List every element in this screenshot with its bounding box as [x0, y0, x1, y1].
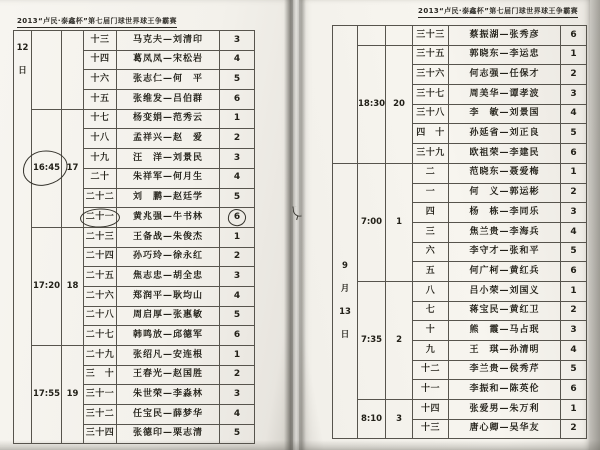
time-cell: 17:55	[32, 346, 62, 444]
round-number-cell: 18	[62, 227, 84, 345]
match-number-cell: 三十一	[84, 385, 117, 405]
pairing-cell: 张维发—吕伯群	[117, 90, 220, 110]
pairing-cell: 何 义—郭运彬	[449, 183, 561, 203]
date-line: 日	[18, 66, 27, 76]
match-number-cell: 三 十	[84, 365, 117, 385]
pairing-cell: 周启厚—张惠敏	[117, 306, 220, 326]
court-number-cell: 1	[561, 400, 587, 420]
court-number-cell: 2	[561, 65, 587, 85]
court-number-cell: 2	[220, 247, 255, 267]
match-number-cell: 二	[413, 163, 449, 183]
time-cell	[32, 31, 62, 110]
court-number-cell: 3	[220, 267, 255, 287]
pairing-cell: 李守才—张和平	[449, 242, 561, 262]
date-line: 月	[340, 284, 350, 295]
round-number-cell: 1	[386, 163, 413, 281]
time-cell: 16:45	[32, 109, 62, 227]
schedule-table-right	[332, 25, 587, 439]
court-number-cell: 2	[561, 183, 587, 203]
pairing-cell: 焦兰贵—李海兵	[449, 222, 561, 242]
round-number-cell: 17	[62, 109, 84, 227]
pairing-cell: 蒋宝民—黄红卫	[449, 301, 561, 321]
pairing-cell: 孙延省—刘正良	[449, 124, 561, 144]
court-number-cell: 1	[220, 227, 255, 247]
round-number-cell	[386, 26, 413, 46]
court-number-cell: 4	[220, 168, 255, 188]
pairing-cell: 吕小荣—刘国义	[449, 281, 561, 301]
pairing-cell: 李兰贵—侯秀芹	[449, 360, 561, 380]
pairing-cell: 欧祖荣—李建民	[449, 144, 561, 164]
round-number-cell: 3	[386, 400, 413, 439]
match-number-cell: 三十六	[413, 65, 449, 85]
schedule-table-left-body	[14, 31, 255, 444]
match-number-cell: 八	[413, 281, 449, 301]
court-number-cell: 4	[561, 222, 587, 242]
match-number-cell: 三	[413, 222, 449, 242]
pairing-cell: 杨 栋—李同乐	[449, 203, 561, 223]
match-number-cell: 二十四	[84, 247, 117, 267]
match-number-cell: 六	[413, 242, 449, 262]
pairing-cell: 周美华—谭孝波	[449, 85, 561, 105]
pairing-cell: 张志仁—何 平	[117, 70, 220, 90]
court-number-cell: 3	[561, 321, 587, 341]
schedule-row	[333, 400, 587, 420]
pairing-cell: 熊 霞—马占珉	[449, 321, 561, 341]
match-number-cell: 二十一	[84, 208, 117, 228]
pairing-cell: 杨变娟—范秀云	[117, 109, 220, 129]
match-number-cell: 十五	[84, 90, 117, 110]
court-number-cell: 2	[220, 129, 255, 149]
court-number-cell: 4	[561, 104, 587, 124]
round-number-cell: 19	[62, 346, 84, 444]
match-number-cell: 二十六	[84, 286, 117, 306]
match-number-cell: 九	[413, 341, 449, 361]
pairing-cell: 范晓东—聂爱梅	[449, 163, 561, 183]
court-number-cell: 3	[220, 385, 255, 405]
court-number-cell: 6	[561, 144, 587, 164]
pairing-cell: 任宝民—薛梦华	[117, 405, 220, 425]
schedule-row	[14, 346, 255, 366]
time-cell: 7:35	[358, 281, 386, 399]
page-left	[0, 0, 293, 450]
court-number-cell: 6	[561, 26, 587, 46]
round-number-cell: 20	[386, 45, 413, 163]
pairing-cell: 何志强—任保才	[449, 65, 561, 85]
match-number-cell: 三十五	[413, 45, 449, 65]
court-number-cell: 4	[561, 341, 587, 361]
match-number-cell: 十	[413, 321, 449, 341]
court-number-cell: 2	[220, 365, 255, 385]
court-number-cell: 1	[561, 45, 587, 65]
match-number-cell: 三十四	[84, 424, 117, 444]
pairing-cell: 张爱男—朱万利	[449, 400, 561, 420]
schedule-table-right-body	[333, 26, 587, 439]
pairing-cell: 马克夫—刘清印	[117, 31, 220, 51]
schedule-row	[333, 26, 587, 46]
pairing-cell: 郑润平—耿均山	[117, 286, 220, 306]
pairing-cell: 张德印—栗志清	[117, 424, 220, 444]
pairing-cell: 朱祥军—何月生	[117, 168, 220, 188]
court-number-cell: 3	[220, 149, 255, 169]
time-cell: 18:30	[358, 45, 386, 163]
court-number-cell: 1	[561, 281, 587, 301]
match-number-cell: 二十三	[84, 227, 117, 247]
court-number-cell: 4	[220, 286, 255, 306]
court-number-cell: 3	[561, 85, 587, 105]
pairing-cell: 韩鸣放—邱德军	[117, 326, 220, 346]
schedule-table-left	[13, 30, 255, 444]
page-header-left: 2013“卢民·泰鑫杯”第七届门球世界球王争霸赛	[17, 16, 177, 28]
time-cell: 17:20	[32, 227, 62, 345]
schedule-row	[333, 45, 587, 65]
court-number-cell: 5	[220, 70, 255, 90]
date-cell	[333, 26, 358, 164]
court-number-cell: 6	[561, 262, 587, 282]
court-number-cell: 5	[220, 306, 255, 326]
pen-mark	[292, 206, 301, 218]
pairing-cell: 焦志忠—胡全忠	[117, 267, 220, 287]
court-number-cell: 5	[220, 424, 255, 444]
court-number-cell: 5	[561, 360, 587, 380]
court-number-cell: 6	[220, 208, 255, 228]
match-number-cell: 二十八	[84, 306, 117, 326]
date-cell	[333, 163, 358, 439]
court-number-cell: 2	[561, 301, 587, 321]
pairing-cell: 孙巧玲—徐永红	[117, 247, 220, 267]
pairing-cell: 黄兆强—牛书林	[117, 208, 220, 228]
pairing-cell: 汪 洋—刘景民	[117, 149, 220, 169]
schedule-row	[14, 227, 255, 247]
pairing-cell: 王 琪—孙清明	[449, 341, 561, 361]
date-line: 13	[339, 307, 351, 318]
match-number-cell: 十四	[84, 50, 117, 70]
match-number-cell: 三十九	[413, 144, 449, 164]
match-number-cell: 五	[413, 262, 449, 282]
court-number-cell: 3	[561, 203, 587, 223]
time-cell: 8:10	[358, 400, 386, 439]
court-number-cell: 3	[220, 31, 255, 51]
pairing-cell: 孟祥兴—赵 爱	[117, 129, 220, 149]
schedule-row	[333, 163, 587, 183]
date-line: 日	[340, 330, 350, 341]
time-cell	[358, 26, 386, 46]
match-number-cell: 二十七	[84, 326, 117, 346]
court-number-cell: 4	[220, 405, 255, 425]
schedule-row	[14, 109, 255, 129]
court-number-cell: 1	[220, 109, 255, 129]
match-number-cell: 二十五	[84, 267, 117, 287]
match-number-cell: 七	[413, 301, 449, 321]
court-number-cell: 6	[220, 90, 255, 110]
match-number-cell: 二十九	[84, 346, 117, 366]
pairing-cell: 王备战—朱俊杰	[117, 227, 220, 247]
date-line: 9	[342, 261, 348, 272]
match-number-cell: 十三	[84, 31, 117, 51]
court-number-cell: 6	[220, 326, 255, 346]
match-number-cell: 十八	[84, 129, 117, 149]
match-number-cell: 十七	[84, 109, 117, 129]
page-header-right: 2013“卢民·泰鑫杯”第七届门球世界球王争霸赛	[418, 6, 578, 18]
page-right	[299, 0, 590, 450]
pairing-cell: 李振和—陈英伦	[449, 380, 561, 400]
pairing-cell: 何广柯—黄红兵	[449, 262, 561, 282]
match-number-cell: 三十三	[413, 26, 449, 46]
match-number-cell: 二十二	[84, 188, 117, 208]
pairing-cell: 郭晓东—李运忠	[449, 45, 561, 65]
match-number-cell: 十二	[413, 360, 449, 380]
pairing-cell: 李 敏—刘景国	[449, 104, 561, 124]
match-number-cell: 三十八	[413, 104, 449, 124]
pairing-cell: 蔡振湖—张秀彦	[449, 26, 561, 46]
match-number-cell: 十六	[84, 70, 117, 90]
match-number-cell: 十九	[84, 149, 117, 169]
date-line: 12	[16, 43, 29, 53]
court-number-cell: 4	[220, 50, 255, 70]
pairing-cell: 刘 鹏—赵廷学	[117, 188, 220, 208]
court-number-cell: 6	[561, 380, 587, 400]
pairing-cell: 张绍凡—安连根	[117, 346, 220, 366]
pairing-cell: 朱世荣—李淼林	[117, 385, 220, 405]
round-number-cell: 2	[386, 281, 413, 399]
match-number-cell: 一	[413, 183, 449, 203]
court-number-cell: 1	[561, 163, 587, 183]
time-cell: 7:00	[358, 163, 386, 281]
match-number-cell: 四	[413, 203, 449, 223]
pairing-cell: 葛凤凤—宋松岩	[117, 50, 220, 70]
date-cell	[14, 31, 32, 444]
schedule-row	[333, 281, 587, 301]
court-number-cell: 5	[561, 124, 587, 144]
pairing-cell: 唐心卿—吴华友	[449, 419, 561, 439]
match-number-cell: 三十二	[84, 405, 117, 425]
match-number-cell: 四 十	[413, 124, 449, 144]
court-number-cell: 5	[220, 188, 255, 208]
round-number-cell	[62, 31, 84, 110]
schedule-row	[14, 31, 255, 51]
court-number-cell: 2	[561, 419, 587, 439]
court-number-cell: 1	[220, 346, 255, 366]
match-number-cell: 二十	[84, 168, 117, 188]
match-number-cell: 三十七	[413, 85, 449, 105]
match-number-cell: 十一	[413, 380, 449, 400]
match-number-cell: 十三	[413, 419, 449, 439]
court-number-cell: 5	[561, 242, 587, 262]
match-number-cell: 十四	[413, 400, 449, 420]
pairing-cell: 王春光—赵国胜	[117, 365, 220, 385]
